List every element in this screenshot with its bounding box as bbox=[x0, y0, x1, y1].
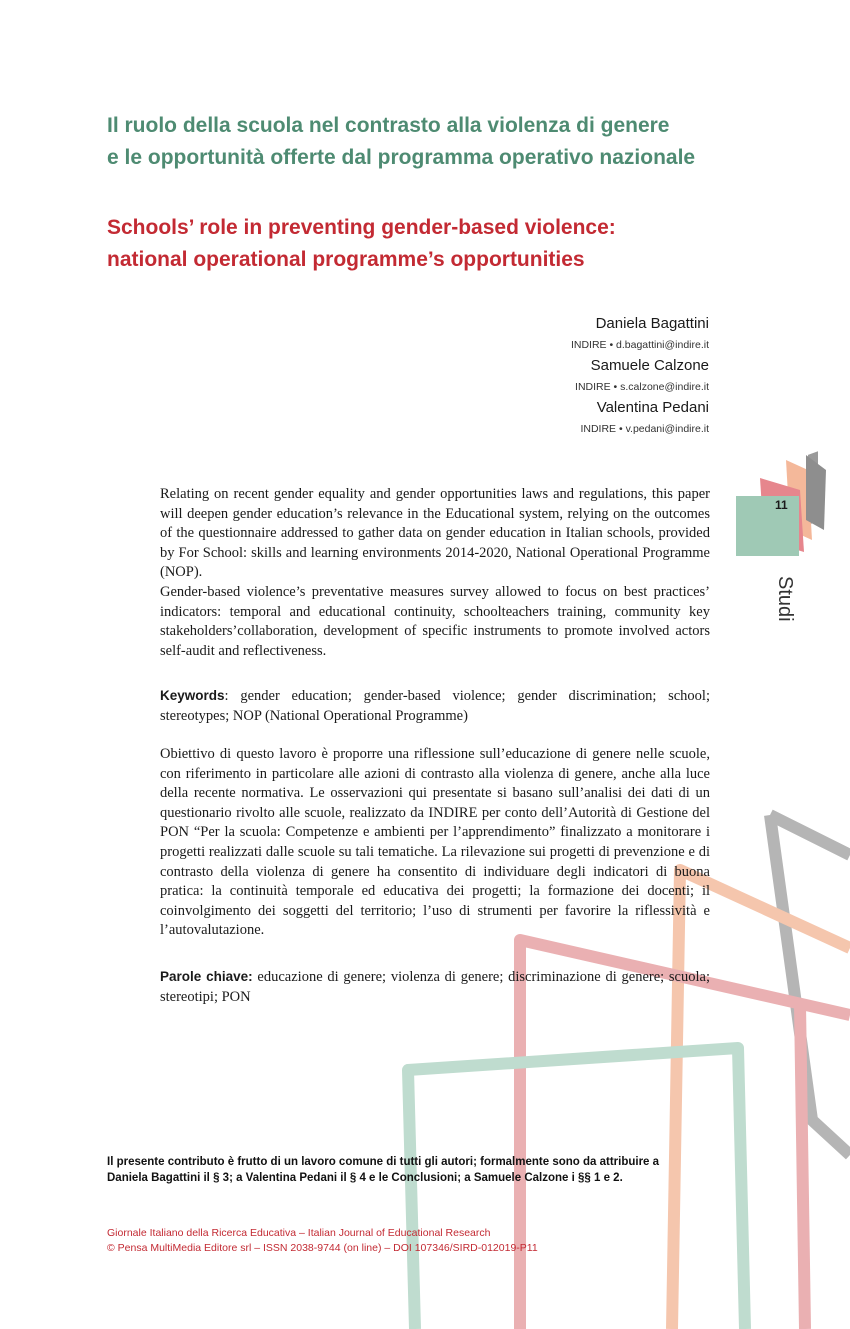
title-italian bbox=[107, 110, 727, 174]
note-line: Daniela Bagattini il § 3; a Valentina Pedani il § 4 e le Conclusioni; a Samuele Calzone i §§ 1 e 2. bbox=[107, 1172, 623, 1184]
contribution-note bbox=[107, 1154, 727, 1186]
keywords-label: Parole chiave: bbox=[160, 969, 253, 984]
title-english-line: Schools’ role in preventing gender-based violence: bbox=[107, 216, 616, 239]
keywords-text: : gender education; gender-based violence; gender discrimination; school; stereotypes; NOP (National Operational Programme) bbox=[160, 688, 710, 724]
abstract-italian bbox=[160, 745, 710, 941]
journal-footer bbox=[107, 1226, 538, 1255]
author-affiliation: INDIRE • v.pedani@indire.it bbox=[580, 423, 709, 435]
author-affiliation: INDIRE • s.calzone@indire.it bbox=[575, 381, 709, 393]
page-number-tab bbox=[736, 496, 799, 556]
tab-gray-back bbox=[806, 455, 826, 530]
footer-line: Giornale Italiano della Ricerca Educativa – Italian Journal of Educational Research bbox=[107, 1227, 491, 1239]
keywords-text: educazione di genere; violenza di genere; discriminazione di genere; scuola; stereotipi; PON bbox=[160, 969, 710, 1005]
keywords-english bbox=[160, 686, 710, 726]
title-english-line: national operational programme’s opportunities bbox=[107, 248, 585, 271]
section-label: Studi bbox=[774, 576, 796, 622]
title-english bbox=[107, 212, 727, 276]
abstract-paragraph: Relating on recent gender equality and gender opportunities laws and regulations, this paper will deepen gender education’s relevance in the Educational system, relying on the outcomes of the questionnaire addressed to gather data on gender education in Italian schools, provided by For School: skills and learning environments 2014-2020, National Operational Programme (NOP). bbox=[160, 486, 710, 581]
abstract-english bbox=[160, 485, 710, 661]
keywords-label: Keywords bbox=[160, 688, 225, 703]
gray-frame-left bbox=[770, 815, 850, 1155]
note-line: Il presente contributo è frutto di un lavoro comune di tutti gli autori; formalmente sono da attribuire a bbox=[107, 1156, 660, 1168]
author-affiliation: INDIRE • d.bagattini@indire.it bbox=[570, 339, 709, 351]
title-italian-line: Il ruolo della scuola nel contrasto alla violenza di genere bbox=[107, 114, 670, 137]
abstract-paragraph: Gender-based violence’s preventative measures survey allowed to focus on best practices’ indicators: temporal and educational continuity, schoolteachers training, community key stakeholders’collaboration, development of specific instruments to promote involved actors self-audit and reflectiveness. bbox=[160, 583, 710, 659]
footer-line: © Pensa MultiMedia Editore srl – ISSN 2038-9744 (on line) – DOI 107346/SIRD-012019-P11 bbox=[107, 1241, 538, 1254]
author-name: Daniela Bagattini bbox=[595, 315, 709, 332]
keywords-italian bbox=[160, 967, 710, 1007]
page-number: 11 bbox=[775, 498, 788, 512]
author-list bbox=[571, 313, 709, 439]
pink-frame-right bbox=[800, 1005, 805, 1329]
mint-frame bbox=[408, 1048, 745, 1329]
title-italian-line: e le opportunità offerte dal programma operativo nazionale bbox=[107, 146, 696, 169]
author-name: Valentina Pedani bbox=[596, 399, 709, 416]
gray-frame bbox=[770, 815, 850, 855]
abstract-paragraph: Obiettivo di questo lavoro è proporre una riflessione sull’educazione di genere nelle scuole, con riferimento in particolare alle azioni di contrasto alla violenza di genere, anche alla luce della recente normativa. Le osservazioni qui presentate si basano sull’analisi dei dati di un questionario rivolto alle scuole, realizzato da INDIRE per conto dell’Autorità di Gestione del PON “Per la scuola: Competenze e ambienti per l’apprendimento” finalizzato a monitorare i progetti realizzati dalle scuole su tali tematiche. La rilevazione sui progetti di prevenzione e di contrasto della violenza di genere ha consentito di individuare degli indicatori di buona pratica: la continuità temporale ed educativa dei progetti; la formazione dei docenti; il coinvolgimento dei soggetti del territorio; l’uso di strumenti per favorire la riflessività e l’autovalutazione. bbox=[160, 746, 710, 939]
author-name: Samuele Calzone bbox=[590, 357, 709, 374]
